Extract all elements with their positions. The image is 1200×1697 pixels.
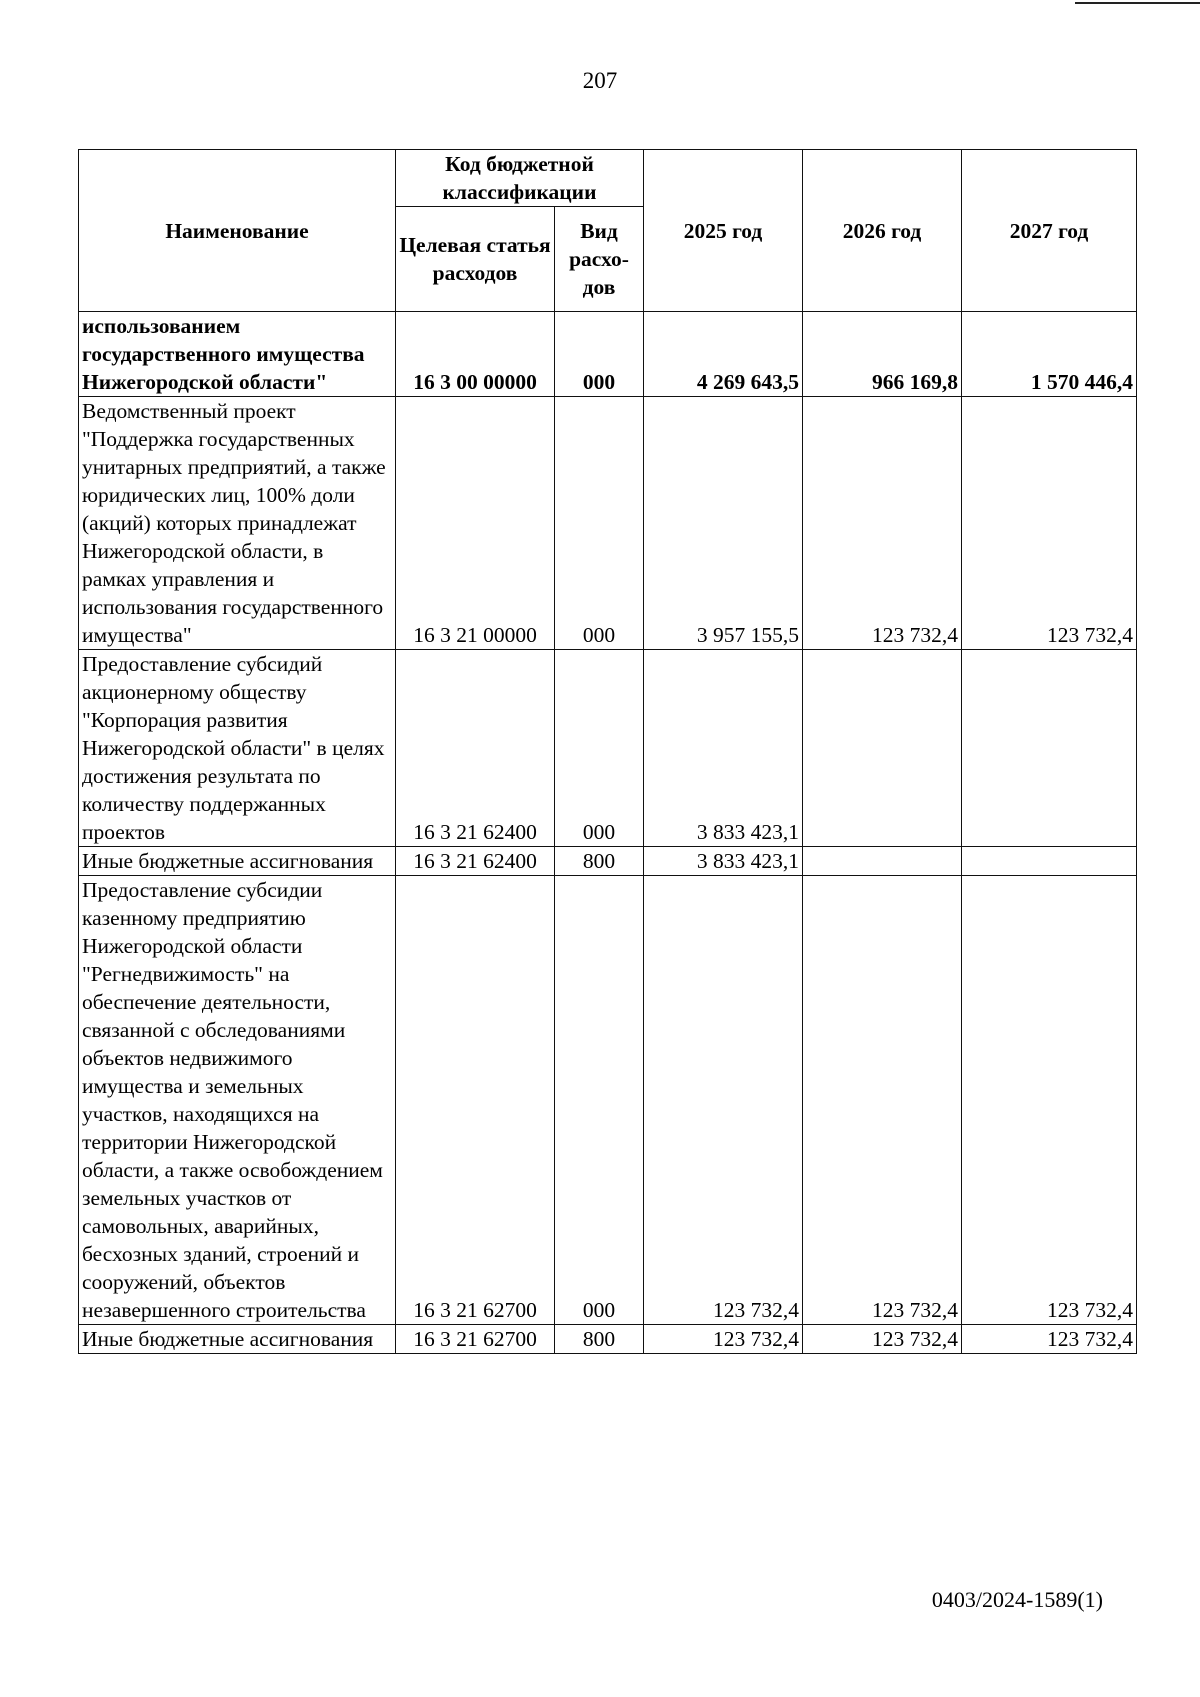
row-name: Иные бюджетные ассигнования: [79, 1325, 396, 1354]
header-target-article: Целевая статья расходов: [396, 207, 555, 312]
row-expense-type: 000: [555, 650, 644, 847]
row-2026: 123 732,4: [803, 397, 962, 650]
header-expense-type: Вид расхо-дов: [555, 207, 644, 312]
table-row: [79, 876, 1137, 1325]
row-2027: 123 732,4: [962, 876, 1137, 1325]
row-name: Иные бюджетные ассигнования: [79, 847, 396, 876]
row-2027: [962, 650, 1137, 847]
header-name: Наименование: [79, 150, 396, 312]
table-row: [79, 1325, 1137, 1354]
row-target-article: 16 3 00 00000: [396, 312, 555, 397]
row-2027: 1 570 446,4: [962, 312, 1137, 397]
row-expense-type: 800: [555, 1325, 644, 1354]
budget-table: [78, 149, 1137, 1354]
row-2025: 123 732,4: [644, 876, 803, 1325]
row-2027: 123 732,4: [962, 1325, 1137, 1354]
row-2025: 123 732,4: [644, 1325, 803, 1354]
row-expense-type: 000: [555, 312, 644, 397]
row-2025: 4 269 643,5: [644, 312, 803, 397]
row-target-article: 16 3 21 62400: [396, 650, 555, 847]
row-expense-type: 800: [555, 847, 644, 876]
row-2026: 966 169,8: [803, 312, 962, 397]
row-expense-type: 000: [555, 397, 644, 650]
header-code-group: Код бюджетной классификации: [396, 150, 644, 207]
row-name: Предоставление субсидий акционерному обществу "Корпорация развития Нижегородской области" в целях достижения результата по количеству поддержанных проектов: [79, 650, 396, 847]
table-row: [79, 650, 1137, 847]
header-2025: 2025 год: [644, 150, 803, 312]
row-2025: 3 833 423,1: [644, 650, 803, 847]
row-2026: 123 732,4: [803, 1325, 962, 1354]
top-edge-rule: [1075, 2, 1200, 4]
table-header: [79, 150, 1137, 312]
header-2026: 2026 год: [803, 150, 962, 312]
row-target-article: 16 3 21 62700: [396, 1325, 555, 1354]
row-name: Ведомственный проект "Поддержка государственных унитарных предприятий, а также юридических лиц, 100% доли (акций) которых принадлежат Нижегородской области, в рамках управления и использования государственного имущества": [79, 397, 396, 650]
page-number: 207: [582, 68, 618, 93]
row-expense-type: 000: [555, 876, 644, 1325]
row-name: Предоставление субсидии казенному предприятию Нижегородской области "Регнедвижимость" на обеспечение деятельности, связанной с обследованиями объектов недвижимого имущества и земельных участков, находящихся на территории Нижегородской области, а также освобождением земельных участков от самовольных, аварийных, бесхозных зданий, строений и сооружений, объектов незавершенного строительства: [79, 876, 396, 1325]
table-row: [79, 847, 1137, 876]
row-target-article: 16 3 21 62700: [396, 876, 555, 1325]
row-target-article: 16 3 21 00000: [396, 397, 555, 650]
row-2025: 3 833 423,1: [644, 847, 803, 876]
table-row: [79, 397, 1137, 650]
document-code: 0403/2024-1589(1): [931, 1587, 1103, 1612]
table-row: [79, 312, 1137, 397]
row-2026: [803, 650, 962, 847]
row-target-article: 16 3 21 62400: [396, 847, 555, 876]
row-2027: 123 732,4: [962, 397, 1137, 650]
row-2025: 3 957 155,5: [644, 397, 803, 650]
row-2027: [962, 847, 1137, 876]
row-2026: 123 732,4: [803, 876, 962, 1325]
header-2027: 2027 год: [962, 150, 1137, 312]
row-2026: [803, 847, 962, 876]
table-body: [79, 312, 1137, 1354]
row-name: использованием государственного имущества Нижегородской области": [79, 312, 396, 397]
